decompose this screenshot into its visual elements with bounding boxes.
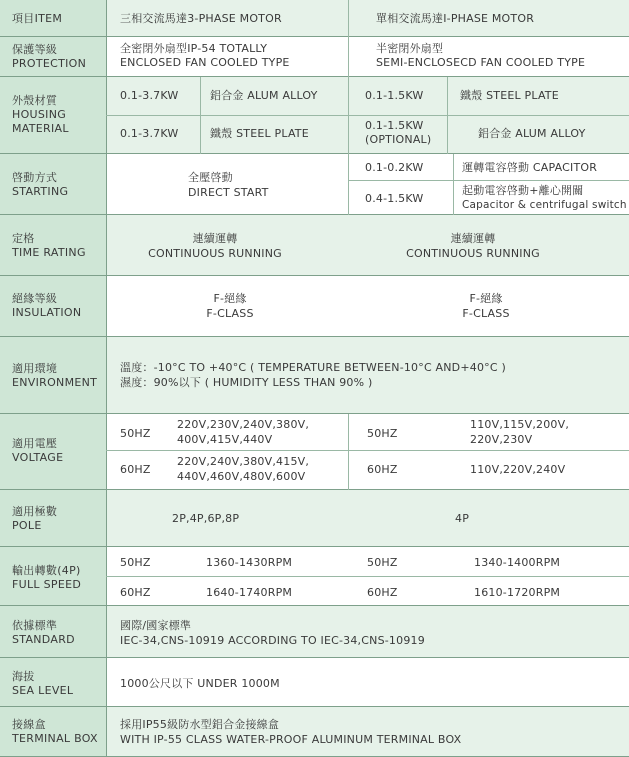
starting-r2-method-zh: 起動電容啓動+離心開關 — [462, 184, 584, 197]
speed-r1-single-hz: 50HZ — [367, 556, 398, 569]
col-divider — [453, 154, 454, 215]
single-phase-header: 單相交流馬達I-PHASE MOTOR — [376, 12, 535, 25]
rule — [0, 214, 629, 215]
time-rating-label-en: TIME RATING — [12, 246, 86, 259]
voltage-r1-single-hz: 50HZ — [367, 427, 398, 440]
voltage-label-en: VOLTAGE — [12, 451, 64, 464]
environment-label-en: ENVIRONMENT — [12, 376, 98, 389]
sea-level-value: 1000公尺以下 UNDER 1000M — [120, 677, 280, 690]
time-rating-single-en: CONTINUOUS RUNNING — [406, 247, 540, 260]
time-rating-three-zh: 連續運轉 — [192, 232, 238, 245]
standard-line2: IEC-34,CNS-10919 ACCORDING TO IEC-34,CNS-10919 — [120, 634, 425, 647]
speed-label-zh: 輸出轉數(4P) — [12, 564, 81, 577]
starting-three-en: DIRECT START — [188, 186, 269, 199]
speed-r1-three-rpm: 1360-1430RPM — [206, 556, 293, 569]
protection-label-zh: 保護等級 — [12, 43, 58, 56]
rule — [0, 76, 629, 77]
insulation-single-en: F-CLASS — [462, 307, 510, 320]
voltage-r1-three-v2: 400V,415V,440V — [177, 433, 273, 446]
rule — [0, 336, 629, 337]
terminal-label-zh: 接線盒 — [12, 718, 46, 731]
rule — [0, 36, 629, 37]
housing-label-en2: MATERIAL — [12, 122, 69, 135]
housing-r1-single-material: 鐵殼 STEEL PLATE — [460, 89, 559, 102]
rule — [0, 275, 629, 276]
insulation-label-zh: 絕緣等級 — [12, 292, 58, 305]
housing-r2-three-range: 0.1-3.7KW — [120, 127, 179, 140]
pole-label-en: POLE — [12, 519, 42, 532]
housing-r2-single-material: 鋁合金 ALUM ALLOY — [478, 127, 586, 140]
housing-r2-single-optional: (OPTIONAL) — [365, 133, 432, 146]
sea-level-label-en: SEA LEVEL — [12, 684, 74, 697]
environment-temperature: 溫度：-10°C TO +40°C ( TEMPERATURE BETWEEN-10°C AND+40°C ) — [120, 361, 506, 374]
starting-label-en: STARTING — [12, 185, 69, 198]
starting-three-zh: 全壓啓動 — [188, 171, 233, 184]
voltage-r1-single-v1: 110V,115V,200V, — [470, 418, 570, 431]
environment-label-zh: 適用環境 — [12, 362, 58, 375]
terminal-label-en: TERMINAL BOX — [12, 732, 98, 745]
standard-label-zh: 依據標準 — [12, 619, 58, 632]
insulation-three-zh: F-絕緣 — [213, 292, 247, 305]
rule — [0, 153, 629, 154]
col-divider — [348, 154, 349, 215]
voltage-r1-three-v1: 220V,230V,240V,380V, — [177, 418, 310, 431]
col-divider — [348, 0, 349, 154]
voltage-label-zh: 適用電壓 — [12, 437, 58, 450]
row-divider — [348, 180, 629, 181]
protection-single-line1: 半密閉外扇型 — [376, 42, 444, 55]
starting-r2-method-en: Capacitor & centrifugal switch — [462, 199, 627, 211]
housing-r1-three-material: 鋁合金 ALUM ALLOY — [210, 89, 318, 102]
voltage-r2-three-hz: 60HZ — [120, 463, 151, 476]
item-header: 項目ITEM — [12, 12, 63, 25]
housing-r1-single-range: 0.1-1.5KW — [365, 89, 424, 102]
sea-level-label-zh: 海拔 — [12, 670, 35, 683]
voltage-r2-three-v1: 220V,240V,380V,415V, — [177, 455, 310, 468]
protection-label-en: PROTECTION — [12, 57, 87, 70]
housing-r2-three-material: 鐵殼 STEEL PLATE — [210, 127, 309, 140]
speed-r2-single-hz: 60HZ — [367, 586, 398, 599]
standard-line1: 國際/國家標準 — [120, 619, 192, 632]
row-divider — [106, 450, 629, 451]
housing-r2-single-range: 0.1-1.5KW — [365, 119, 424, 132]
terminal-line2: WITH IP-55 CLASS WATER-PROOF ALUMINUM TERMINAL BOX — [120, 733, 462, 746]
housing-label-zh: 外殼材質 — [12, 94, 58, 107]
three-phase-header: 三相交流馬達3-PHASE MOTOR — [120, 12, 282, 25]
rule — [0, 489, 629, 490]
voltage-r2-single-v: 110V,220V,240V — [470, 463, 566, 476]
voltage-r2-three-v2: 440V,460V,480V,600V — [177, 470, 306, 483]
housing-label-en1: HOUSING — [12, 108, 67, 121]
environment-humidity: 濕度：90%以下 ( HUMIDITY LESS THAN 90% ) — [120, 376, 373, 389]
speed-r2-single-rpm: 1610-1720RPM — [474, 586, 561, 599]
row-divider — [106, 115, 629, 116]
starting-r2-range: 0.4-1.5KW — [365, 192, 424, 205]
rule — [0, 413, 629, 414]
protection-three-line1: 全密閉外扇型IP-54 TOTALLY — [120, 42, 268, 55]
col-divider — [348, 414, 349, 490]
row-divider — [106, 576, 629, 577]
insulation-label-en: INSULATION — [12, 306, 82, 319]
rule — [0, 605, 629, 606]
voltage-r2-single-hz: 60HZ — [367, 463, 398, 476]
pole-three: 2P,4P,6P,8P — [172, 512, 240, 525]
starting-r1-range: 0.1-0.2KW — [365, 161, 424, 174]
speed-r2-three-hz: 60HZ — [120, 586, 151, 599]
protection-single-line2: SEMI-ENCLOSECD FAN COOLED TYPE — [376, 56, 586, 69]
time-rating-single-zh: 連續運轉 — [450, 232, 496, 245]
housing-r1-three-range: 0.1-3.7KW — [120, 89, 179, 102]
time-rating-label-zh: 定格 — [12, 232, 35, 245]
insulation-single-zh: F-絕緣 — [469, 292, 503, 305]
pole-label-zh: 適用極數 — [12, 505, 58, 518]
label-divider — [106, 0, 107, 757]
pole-single: 4P — [455, 512, 470, 525]
rule — [0, 657, 629, 658]
starting-label-zh: 啓動方式 — [12, 171, 58, 184]
voltage-r1-single-v2: 220V,230V — [470, 433, 533, 446]
terminal-line1: 採用IP55級防水型鋁合金接線盒 — [120, 718, 280, 731]
time-rating-three-en: CONTINUOUS RUNNING — [148, 247, 282, 260]
speed-label-en: FULL SPEED — [12, 578, 82, 591]
speed-r1-three-hz: 50HZ — [120, 556, 151, 569]
standard-label-en: STANDARD — [12, 633, 75, 646]
protection-three-line2: ENCLOSED FAN COOLED TYPE — [120, 56, 290, 69]
speed-r2-three-rpm: 1640-1740RPM — [206, 586, 293, 599]
starting-r1-method: 運轉電容啓動 CAPACITOR — [462, 161, 598, 174]
rule — [0, 546, 629, 547]
speed-r1-single-rpm: 1340-1400RPM — [474, 556, 561, 569]
insulation-three-en: F-CLASS — [206, 307, 254, 320]
voltage-r1-three-hz: 50HZ — [120, 427, 151, 440]
rule — [0, 706, 629, 707]
